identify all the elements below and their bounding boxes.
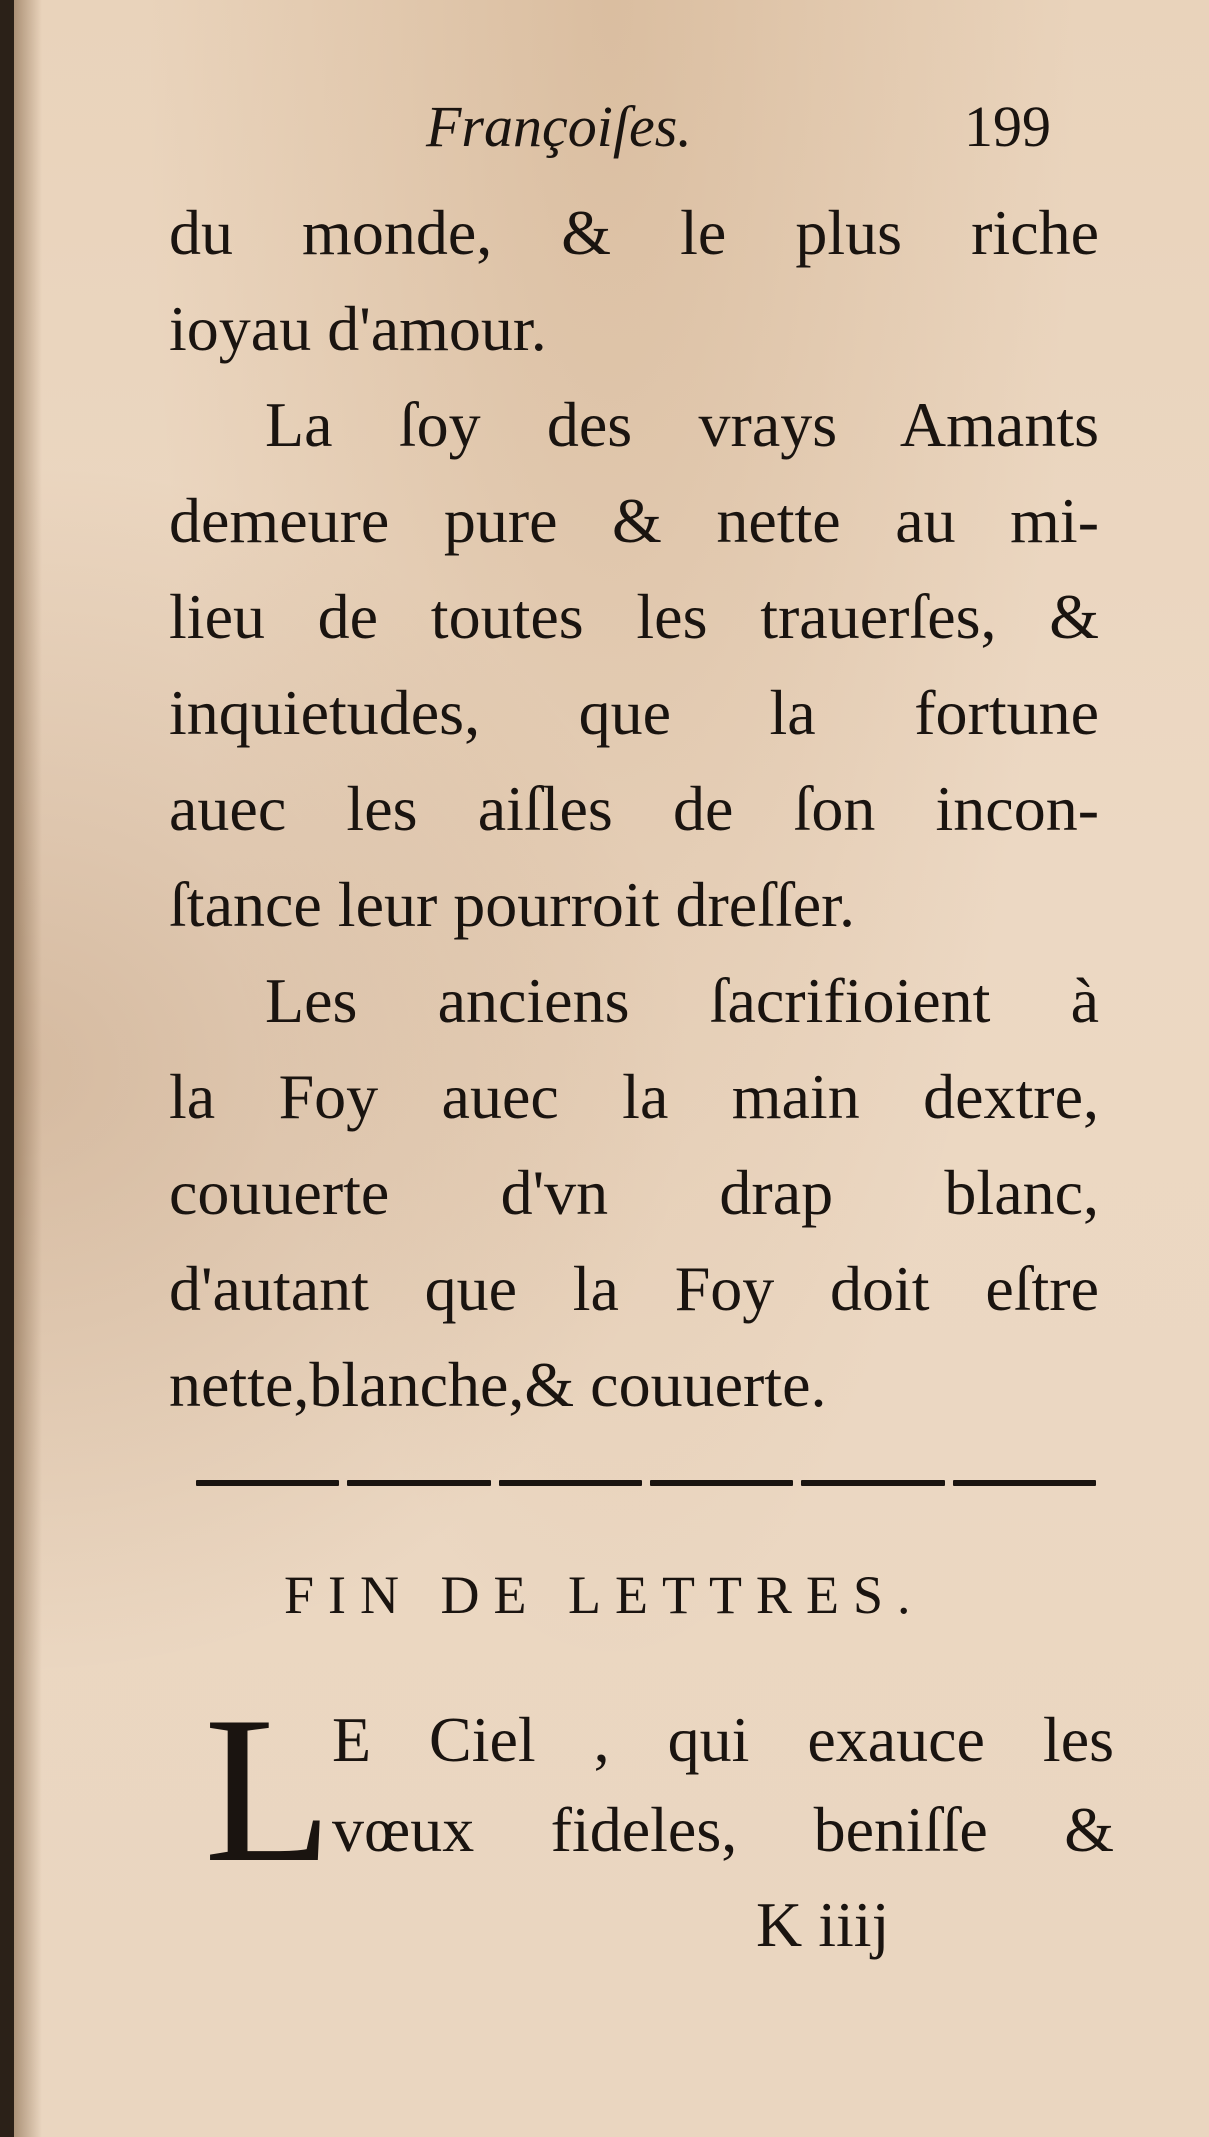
text-line: couuerte d'vn drap blanc, — [169, 1157, 1099, 1228]
body-text — [169, 185, 1099, 1433]
text-line: nette,blanche,& couuerte. — [169, 1349, 827, 1420]
signature-mark: K iiij — [756, 1889, 890, 1960]
section-title: FIN DE LETTRES. — [284, 1565, 925, 1625]
text-line: auec les aiſles de ſon incon- — [169, 773, 1099, 844]
book-page — [14, 0, 1209, 2137]
rule-segment — [499, 1480, 642, 1486]
text-line: d'autant que la Foy doit eſtre — [169, 1253, 1099, 1324]
text-line: lieu de toutes les trauerſes, & — [169, 581, 1099, 652]
page-header — [14, 92, 1209, 162]
running-head: Françoiſes. — [426, 94, 692, 159]
rule-segment — [953, 1480, 1096, 1486]
text-line: La ſoy des vrays Amants — [265, 389, 1099, 460]
page-number: 199 — [964, 94, 1051, 159]
text-line: demeure pure & nette au mi- — [169, 485, 1099, 556]
drop-cap: L — [204, 1674, 333, 1906]
text-line: vœux fideles, beniſſe & — [332, 1794, 1114, 1865]
letter-text — [332, 1695, 1114, 1875]
rule-segment — [801, 1480, 944, 1486]
spine-shadow — [14, 0, 42, 2137]
rule-segment — [196, 1480, 339, 1486]
text-line: inquietudes, que la fortune — [169, 677, 1099, 748]
text-line: ioyau d'amour. — [169, 293, 547, 364]
text-line: ſtance leur pourroit dreſſer. — [169, 869, 855, 940]
text-line: E Ciel , qui exauce les — [332, 1704, 1114, 1775]
decorative-rule — [196, 1478, 1096, 1488]
rule-segment — [650, 1480, 793, 1486]
text-line: du monde, & le plus riche — [169, 197, 1099, 268]
text-line: la Foy auec la main dextre, — [169, 1061, 1099, 1132]
text-line: Les anciens ſacrifioient à — [265, 965, 1099, 1036]
rule-segment — [347, 1480, 490, 1486]
